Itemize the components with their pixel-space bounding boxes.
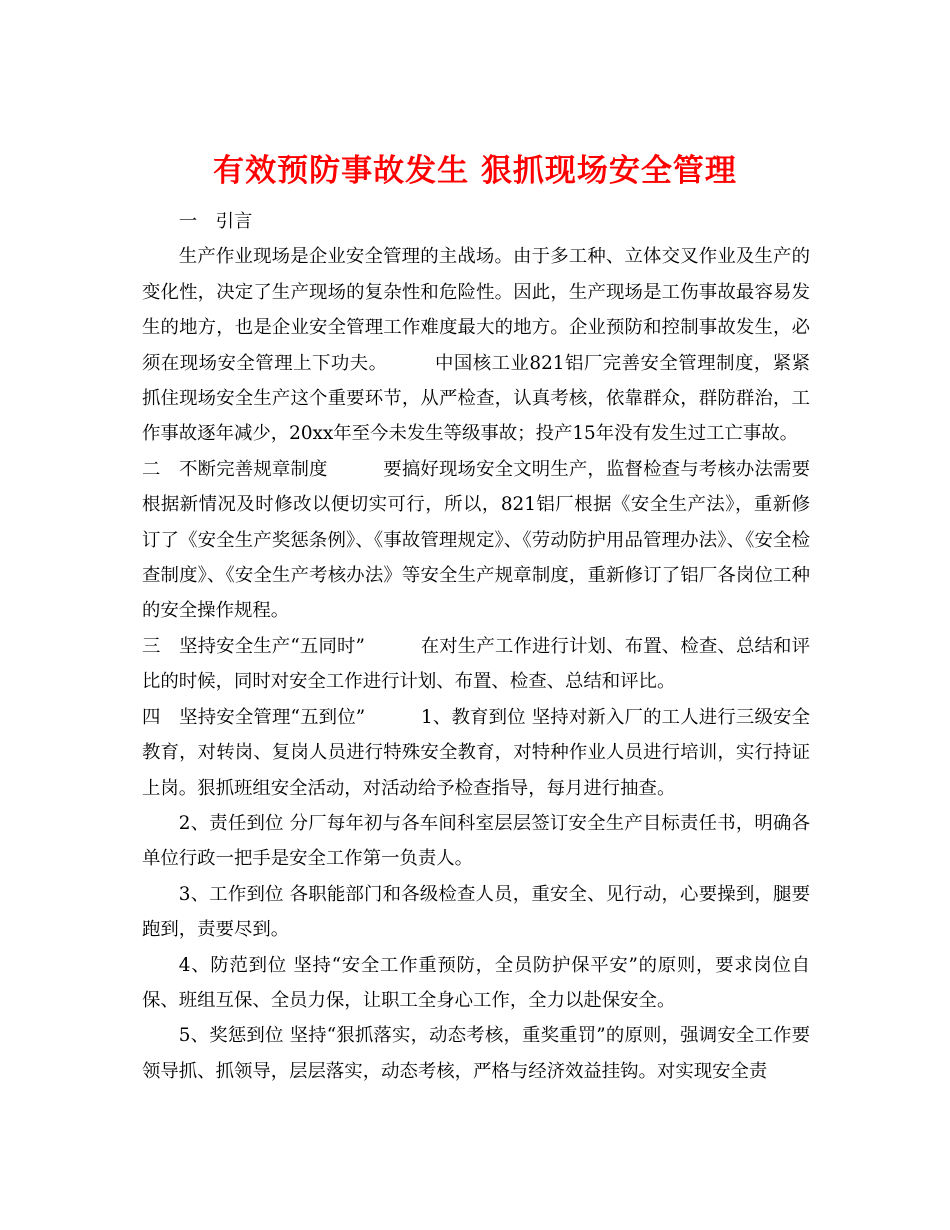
- paragraph-section-4: 四 坚持安全管理“五到位” 1、教育到位 坚持对新入厂的工人进行三级安全教育，对转岗、复岗人员进行特殊安全教育，对特种作业人员进行培训，实行持证上岗。狠抓班组安全活动，对活动给予检查指导，每月进行抽查。: [142, 706, 810, 799]
- paragraph-section-3: 三 坚持安全生产“五同时” 在对生产工作进行计划、布置、检查、总结和评比的时候，同时对安全工作进行计划、布置、检查、总结和评比。: [142, 635, 810, 693]
- document-title: 有效预防事故发生 狠抓现场安全管理: [213, 152, 737, 189]
- paragraph-rewards: 5、奖惩到位 坚持“狠抓落实，动态考核，重奖重罚”的原则，强调安全工作要领导抓、抓领导，层层落实，动态考核，严格与经济效益挂钩。对实现安全责: [142, 1025, 810, 1082]
- paragraph-work: 3、工作到位 各职能部门和各级检查人员，重安全、见行动，心要操到，腿要跑到，责要尽到。: [142, 883, 810, 941]
- paragraph-intro: 生产作业现场是企业安全管理的主战场。由于多工种、立体交叉作业及生产的变化性，决定了生产现场的复杂性和危险性。因此，生产现场是工伤事故最容易发生的地方，也是企业安全管理工作难度最大的地方。企业预防和控制事故发生，必须在现场安全管理上下功夫。 中国核工业821铝厂完善安全管理制度，紧紧抓住现场安全生产这个重要环节，从严检查，认真考核，依靠群众，群防群治，工作事故逐年减少，20xx年至今未发生等级事故；投产15年没有发生过工亡事故。: [142, 246, 810, 445]
- paragraph-prevention: 4、防范到位 坚持“安全工作重预防，全员防护保平安”的原则，要求岗位自保、班组互保、全员力保，让职工全身心工作，全力以赴保安全。: [142, 954, 810, 1011]
- paragraph-section-2: 二 不断完善规章制度 要搞好现场安全文明生产，监督检查与考核办法需要根据新情况及时修改以便切实可行，所以，821铝厂根据《安全生产法》，重新修订了《安全生产奖惩条例》、《事故管理规定》、《劳动防护用品管理办法》、《安全检查制度》、《安全生产考核办法》等安全生产规章制度，重新修订了铝厂各岗位工种的安全操作规程。: [142, 458, 810, 622]
- section-heading-intro: 一 引言: [178, 211, 253, 232]
- document-body: [142, 204, 810, 1089]
- paragraph-responsibility: 2、责任到位 分厂每年初与各车间科室层层签订安全生产目标责任书，明确各单位行政一把手是安全工作第一负责人。: [142, 812, 810, 870]
